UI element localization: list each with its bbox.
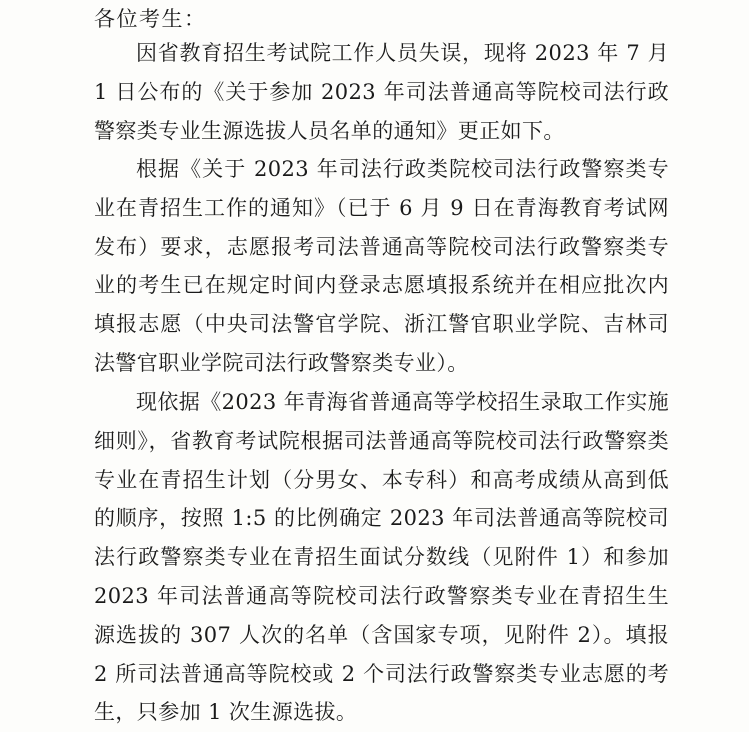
paragraph-registration-basis: 根据《关于 2023 年司法行政类院校司法行政警察类专业在青招生工作的通知》（已于 6 月 9 日在青海教育考试网发布）要求，志愿报考司法普通高等院校司法行政警察类专业的考生已在规定时间内登录志愿填报系统并在相应批次内填报志愿（中央司法警官学院、浙江警官职业学院、吉林司法警官职业学院司法行政警察类专业）。 xyxy=(94,157,669,375)
salutation: 各位考生： xyxy=(94,7,207,31)
paragraph-correction-notice: 因省教育招生考试院工作人员失误，现将 2023 年 7 月 1 日公布的《关于参加 2023 年司法普通高等院校司法行政警察类专业生源选拔人员名单的通知》更正如下。 xyxy=(94,41,669,143)
paragraph-selection-rules: 现依据《2023 年青海省普通高等学校招生录取工作实施细则》，省教育考试院根据司法普通高等院校司法行政警察类专业在青招生计划（分男女、本专科）和高考成绩从高到低的顺序，按照 1:5 的比例确定 2023 年司法普通高等院校司法行政警察类专业在青招生面试分数线（见附件 1）和参加 2023 年司法普通高等院校司法行政警察类专业在青招生生源选拔的 307 人次的名单（含国家专项，见附件 2）。填报 2 所司法普通高等院校或 2 个司法行政警察类专业志愿的考生，只参加 1 次生源选拔。 xyxy=(94,390,669,725)
